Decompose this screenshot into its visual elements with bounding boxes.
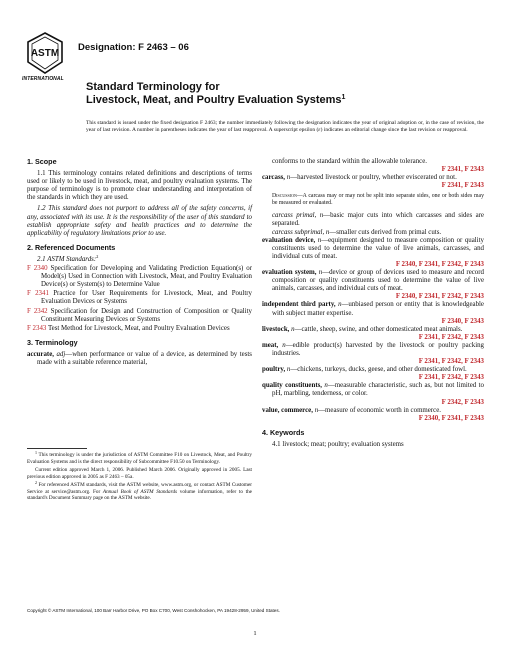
copyright-notice: Copyright © ASTM International, 100 Barr Harbor Drive, PO Box C700, West Conshohocken, PA 19428-2959, United States. (27, 608, 280, 613)
term-carcass-primal: carcass primal, n—basic major cuts into which carcasses and sides are separated. (272, 212, 484, 228)
reference-item: F 2342 Specification for Design and Construction of Composition or Quality Constituent Measuring Devices or Systems (27, 307, 252, 323)
svg-text:ASTM: ASTM (30, 48, 60, 59)
astm-standards-intro: 2.1 ASTM Standards:$^2$ (37, 253, 99, 263)
term-livestock: livestock, n—cattle, sheep, swine, and other domesticated meat animals. (262, 325, 463, 333)
right-column (262, 158, 484, 449)
term-quality-constituents: quality constituents, n—measurable characteristic, such as, but not limited to pH, marbling, tenderness, or color. (262, 382, 484, 398)
keywords-paragraph: 4.1 livestock; meat; poultry; evaluation systems (272, 440, 404, 448)
reference-link[interactable]: F 2340 (27, 265, 48, 273)
term-evaluation-device: evaluation device, n—equipment designed to measure composition or quality constituents used to determine the value of live animals, carcasses, and individual cuts of meat. (262, 236, 484, 260)
standards-refs[interactable]: F 2341, F 2343 (441, 182, 484, 190)
standards-refs[interactable]: F 2340, F 2341, F 2343 (418, 414, 484, 422)
scope-paragraph-1: 1.1 This terminology contains related definitions and descriptions of terms used or likely to be used in livestock, meat, and poultry evaluation systems. The purpose of terminology is to promote clear understanding and interpretation of the standards in which they are used. (27, 170, 252, 202)
reference-link[interactable]: F 2341 (27, 290, 49, 298)
section-heading-scope: 1. Scope (27, 157, 57, 166)
footnote-2: $^2$ For referenced ASTM standards, visit the ASTM website, www.astm.org, or contact ASTM Customer Service at service@astm.org. For Annual Book of ASTM Standards volume information, refer to the standard's Document Summary page on the ASTM website. (27, 480, 252, 501)
title-footnote-mark: 1 (341, 94, 346, 101)
standards-refs[interactable]: F 2341, F 2343 (441, 166, 484, 174)
reference-item: F 2340 Specification for Developing and Validating Prediction Equation(s) or Model(s) Used in Connection with Livestock, Meat, and Poultry Evaluation Device(s) or System(s) to Determine Value (27, 265, 252, 289)
left-column (27, 158, 252, 367)
reference-link[interactable]: F 2342 (27, 307, 48, 315)
footnote-1-edition: Current edition approved March 1, 2006. Published March 2006. Originally approved in 2005. Last previous edition approved in 2005 as F 2463 – 05a. (27, 467, 252, 480)
term-poultry: poultry, n—chickens, turkeys, ducks, geese, and other domesticated fowl. (262, 366, 467, 374)
title-line-2: Livestock, Meat, and Poultry Evaluation Systems$^1$ (86, 94, 346, 106)
standards-refs[interactable]: F 2340, F 2343 (441, 317, 484, 325)
term-meat: meat, n—edible product(s) harvested by the livestock or poultry packing industries. (262, 341, 484, 357)
scope-paragraph-2: 1.2 This standard does not purport to address all of the safety concerns, if any, associated with its use. It is the responsibility of the user of this standard to establish appropriate safety and health practices and to determine the applicability of regulatory limitations prior to use. (27, 205, 252, 237)
term-accurate-continued: conforms to the standard within the allowable tolerance. (272, 158, 427, 165)
term-evaluation-system: evaluation system, n—device or group of devices used to measure and record composition or quality constituents used to determine the value of live animals, carcasses, and individual cuts of meat. (262, 269, 484, 293)
section-heading-referenced-documents: 2. Referenced Documents (27, 242, 116, 252)
term-independent-third-party: independent third party, n—unbiased person or entity that is knowledgeable with subject matter expertise. (262, 301, 484, 317)
page-number: 1 (253, 630, 257, 637)
standards-refs[interactable]: F 2340, F 2341, F 2342, F 2343 (395, 293, 484, 301)
reference-item: F 2341 Practice for User Requirements for Livestock, Meat, and Poultry Evaluation Devices or Systems (27, 290, 253, 306)
term-carcass-subprimal: carcass subprimal, n—smaller cuts derived from primal cuts. (272, 228, 442, 236)
designation: Designation: F 2463 – 06 (78, 42, 189, 53)
term-value-commerce: value, commerce, n—measure of economic worth in commerce. (262, 406, 441, 414)
term-accurate: accurate, adj—when performance or value of a device, as determined by tests made with a suitable reference material, (27, 350, 252, 366)
section-heading-terminology: 3. Terminology (27, 337, 78, 347)
standards-refs[interactable]: F 2341, F 2342, F 2343 (418, 374, 484, 382)
standards-refs[interactable]: F 2341, F 2342, F 2343 (418, 358, 484, 366)
standards-refs[interactable]: F 2340, F 2341, F 2342, F 2343 (395, 260, 484, 268)
discussion-note: Discussion—A carcass may or may not be split into separate sides, one or both sides may be measured or evaluated. (272, 193, 484, 207)
reference-link[interactable]: F 2343 (27, 324, 47, 332)
footnote-divider (27, 448, 87, 449)
term-carcass: carcass, n—harvested livestock or poultry, whether eviscerated or not. (262, 174, 457, 182)
title-block (86, 81, 416, 107)
section-heading-keywords: 4. Keywords (262, 427, 305, 437)
logo-caption: INTERNATIONAL (22, 76, 64, 82)
footnotes (27, 452, 252, 504)
footnote-1: $^1$ This terminology is under the jurisdiction of ASTM Committee F10 on Livestock, Meat, and Poultry Evaluation Systems and is the direct responsibility of Subcommittee F10.50 on Terminology. (27, 450, 252, 465)
issuance-notice: This standard is issued under the fixed designation F 2463; the number immediately following the designation indicates the year of original adoption or, in the case of revision, the year of last revision. A number in parentheses indicates the year of last reapproval. A superscript epsilon (ε) indicates an editorial change since the last revision or reapproval. (86, 120, 484, 133)
standards-refs[interactable]: F 2342, F 2343 (441, 398, 484, 406)
reference-item: F 2343 Test Method for Livestock, Meat, and Poultry Evaluation Devices (27, 324, 230, 332)
standards-refs[interactable]: F 2341, F 2342, F 2343 (418, 333, 484, 341)
title-line-1: Standard Terminology for (86, 81, 220, 93)
astm-logo-icon (27, 32, 63, 74)
